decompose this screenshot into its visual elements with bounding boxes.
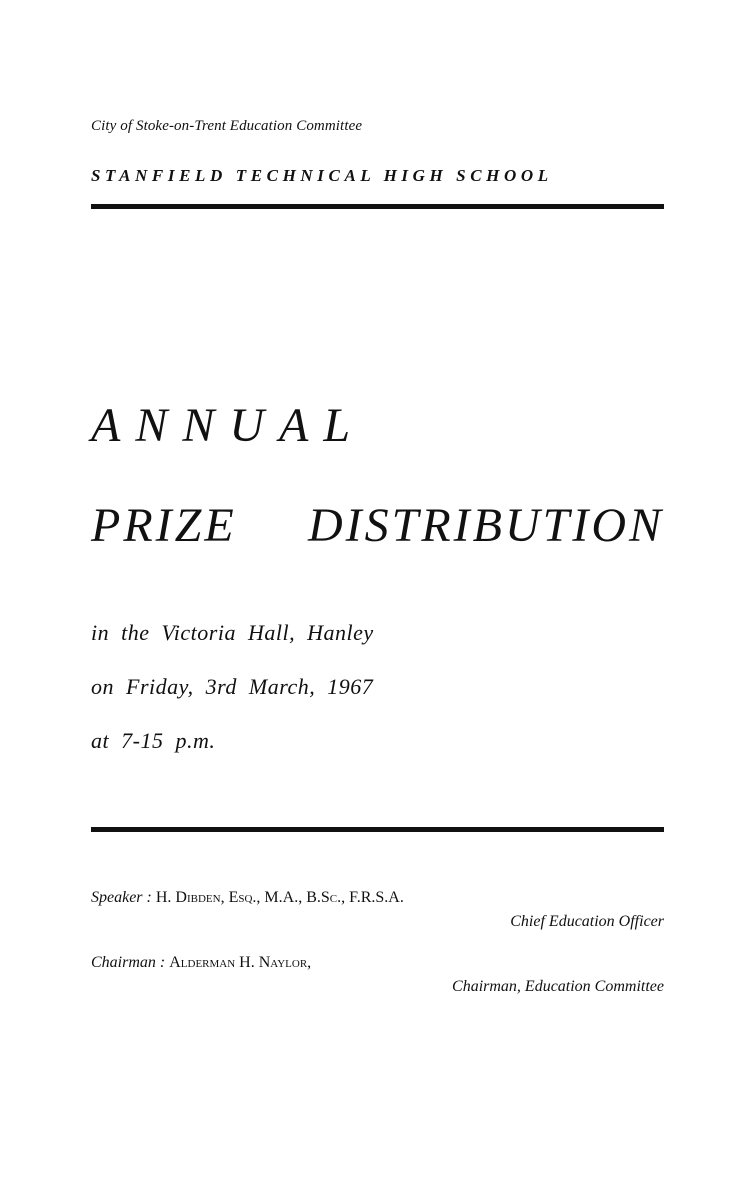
bottom-divider-rule [91,827,664,832]
speaker-role-label: Speaker : [91,889,152,906]
event-time: at 7-15 p.m. [91,728,216,753]
top-divider-rule [91,204,664,209]
title-prize-word: PRIZE [91,499,237,552]
chairman-title: Chairman, Education Committee [452,978,664,995]
committee-heading: City of Stoke-on-Trent Education Committee [91,118,363,134]
chairman-role-label: Chairman : [91,954,166,971]
speaker-line [91,889,404,907]
school-name: STANFIELD TECHNICAL HIGH SCHOOL [91,166,553,185]
chairman-name: Alderman H. Naylor, [169,954,312,971]
event-date: on Friday, 3rd March, 1967 [91,674,374,699]
speaker-title: Chief Education Officer [510,913,664,930]
speaker-name: H. Dibden, Esq., M.A., B.Sc., F.R.S.A. [155,889,404,906]
chairman-line [91,954,311,972]
title-distribution-word: DISTRIBUTION [308,499,664,552]
event-venue: in the Victoria Hall, Hanley [91,620,374,645]
title-annual: ANNUAL [91,399,366,452]
title-prize-distribution [91,499,664,552]
